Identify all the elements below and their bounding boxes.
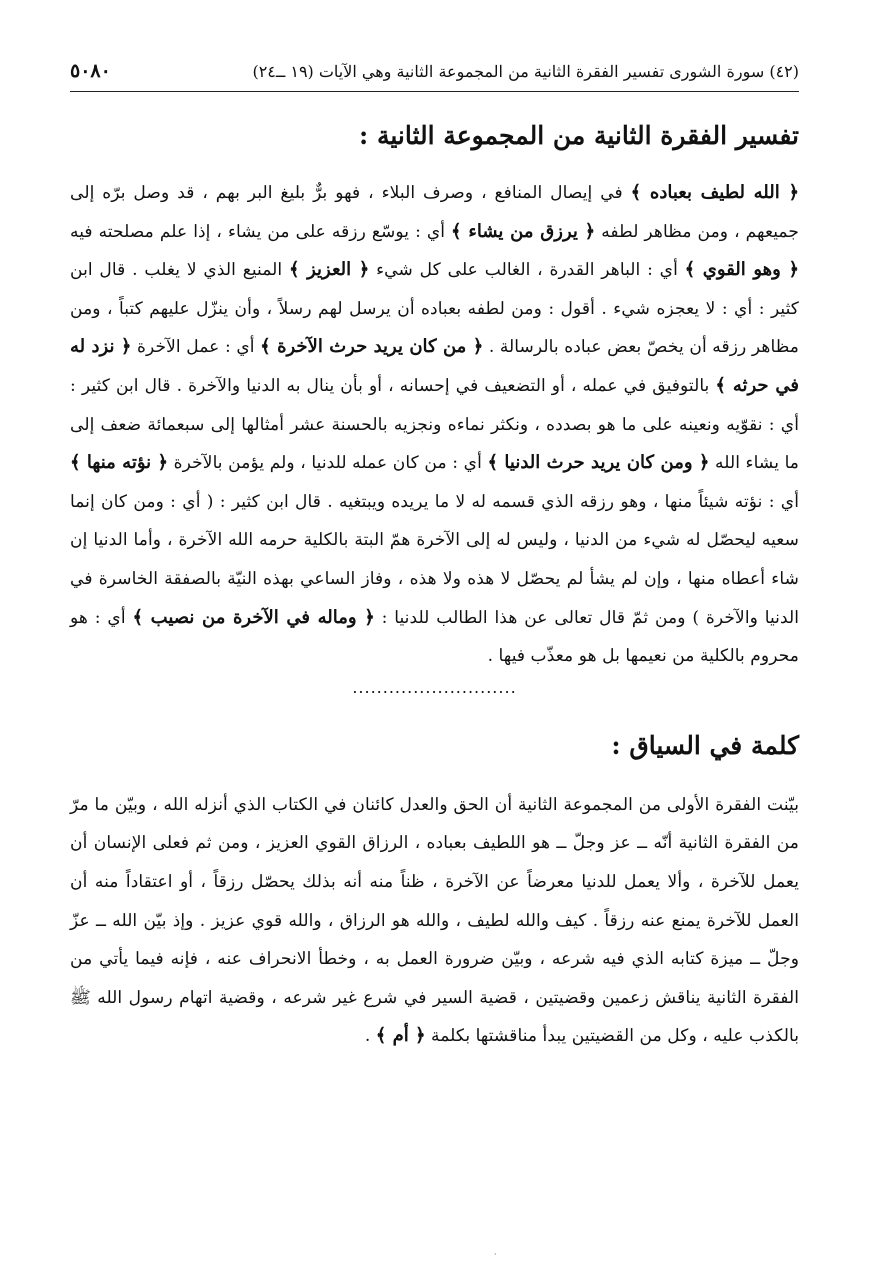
quran-quote: ﴿ أم ﴾ [375,1025,426,1047]
print-dot: · [494,1250,497,1259]
running-header [70,58,799,92]
dotted-separator: ........................... [352,677,517,697]
commentary-text: أي : نؤته شيئاً منها ، وهو رزقه الذي قسمه له لا ما يريده ويبتغيه . قال ابن كثير : ( أي : ومن كان إنما سعيه ليحصّل له شيء من الدنيا ، وليس له إلى الآخرة همّ البتة بالكلية حرمه الله الآخرة ، وأما الدنيا إن شاء أعطاه منها ، وإن لم يشأ لم يحصّل لا هذه ولا هذه ، وفاز الساعي بهذه النيّة بالصفقة الخاسرة في الدنيا والآخرة ) ومن ثمّ قال تعالى عن هذا الطالب للدنيا : [70,491,799,628]
commentary-text: أي : الباهر القدرة ، الغالب على كل شيء [369,260,685,281]
section-heading-context: كلمة في السياق : [611,730,799,760]
quran-quote: ﴿ نزد له في حرثه ﴾ [70,336,799,396]
commentary-text: أي : عمل الآخرة [131,337,261,358]
commentary-text: بالتوفيق في عمله ، أو التضعيف في إحسانه ، أو بأن ينال به الدنيا والآخرة . قال ابن كثير : أي : نقوّيه ونعينه على ما هو بصدده ، ونكثر نماءه ونجزيه بالحسنة عشر أمثالها إلى سبعمائة ضعف إلى ما يشاء الله [70,375,800,474]
commentary-text: أي : يوسّع رزقه على من يشاء ، إذا علم مصلحته فيه [70,221,452,242]
context-text: بيّنت الفقرة الأولى من المجموعة الثانية أن الحق والعدل كائنان في الكتاب الذي أنزله الله ، وبيّن ما مرّ من الفقرة الثانية أنّه ــ عز وجلّ ــ هو اللطيف بعباده ، الرزاق القوي العزيز ، ومن ثم فعلى الإنسان أن يعمل للآخرة ، وألا يعمل للدنيا معرضاً عن الآخرة ، ظناً منه أنه بذلك يحصّل رزقاً ، أو اعتقاداً منه أن العمل للآخرة يمنع عنه رزقاً . كيف والله لطيف ، والله هو الرزاق ، والله قوي عزيز . وإذ بيّن الله ــ عزّ وجلّ ــ ميزة كتابه الذي فيه شرعه ، وبيّن ضرورة العمل به ، وخطأ الانحراف عنه ، فإنه فيما يأتي من الفقرة الثانية يناقش زعمين وقضيتين ، قضية السير في شرع غير شرعه ، وقضية اتهام رسول الله ﷺ بالكذب عليه ، وكل من القضيتين يبدأ مناقشتها بكلمة [70,794,799,1047]
section-heading-tafsir: تفسير الفقرة الثانية من المجموعة الثانية : [359,121,799,150]
quran-quote: ﴿ ومن كان يريد حرث الدنيا ﴾ [487,452,710,474]
commentary-text: أي : من كان عمله للدنيا ، ولم يؤمن بالآخرة [168,453,488,474]
header-title: (٤٢) سورة الشورى تفسير الفقرة الثانية من المجموعة الثانية وهي الآيات (١٩ ــ٢٤) [252,62,799,81]
quran-quote: ﴿ العزيز ﴾ [288,259,370,281]
commentary-text: أي : هو محروم بالكلية من نعيمها بل هو معذّب فيها . [70,607,799,667]
tafsir-paragraph [70,174,799,676]
quran-quote: ﴿ يرزق من يشاء ﴾ [451,220,596,242]
context-text: . [364,1026,376,1047]
context-paragraph [70,786,799,1056]
quran-quote: ﴿ وماله في الآخرة من نصيب ﴾ [132,606,375,628]
commentary-text: في إيصال المنافع ، وصرف البلاء ، فهو برٌّ بليغ البر بهم ، قد وصل برّه إلى جميعهم ، ومن مظاهر لطفه [70,183,799,242]
commentary-text: المنيع الذي لا يغلب . قال ابن كثير : أي : لا يعجزه شيء . أقول : ومن لطفه بعباده أن يرسل لهم رسلاً ، وأن ينزّل عليهم كتباً ، ومن مظاهر رزقه أن يخصّ بعض عباده بالرسالة . [70,260,799,358]
quran-quote: ﴿ نؤته منها ﴾ [70,452,169,474]
page-number: ٥٠٨٠ [70,60,111,82]
quran-quote: ﴿ من كان يريد حرث الآخرة ﴾ [260,336,484,358]
quran-quote: ﴿ الله لطيف بعباده ﴾ [630,182,799,203]
quran-quote: ﴿ وهو القوي ﴾ [684,259,799,281]
